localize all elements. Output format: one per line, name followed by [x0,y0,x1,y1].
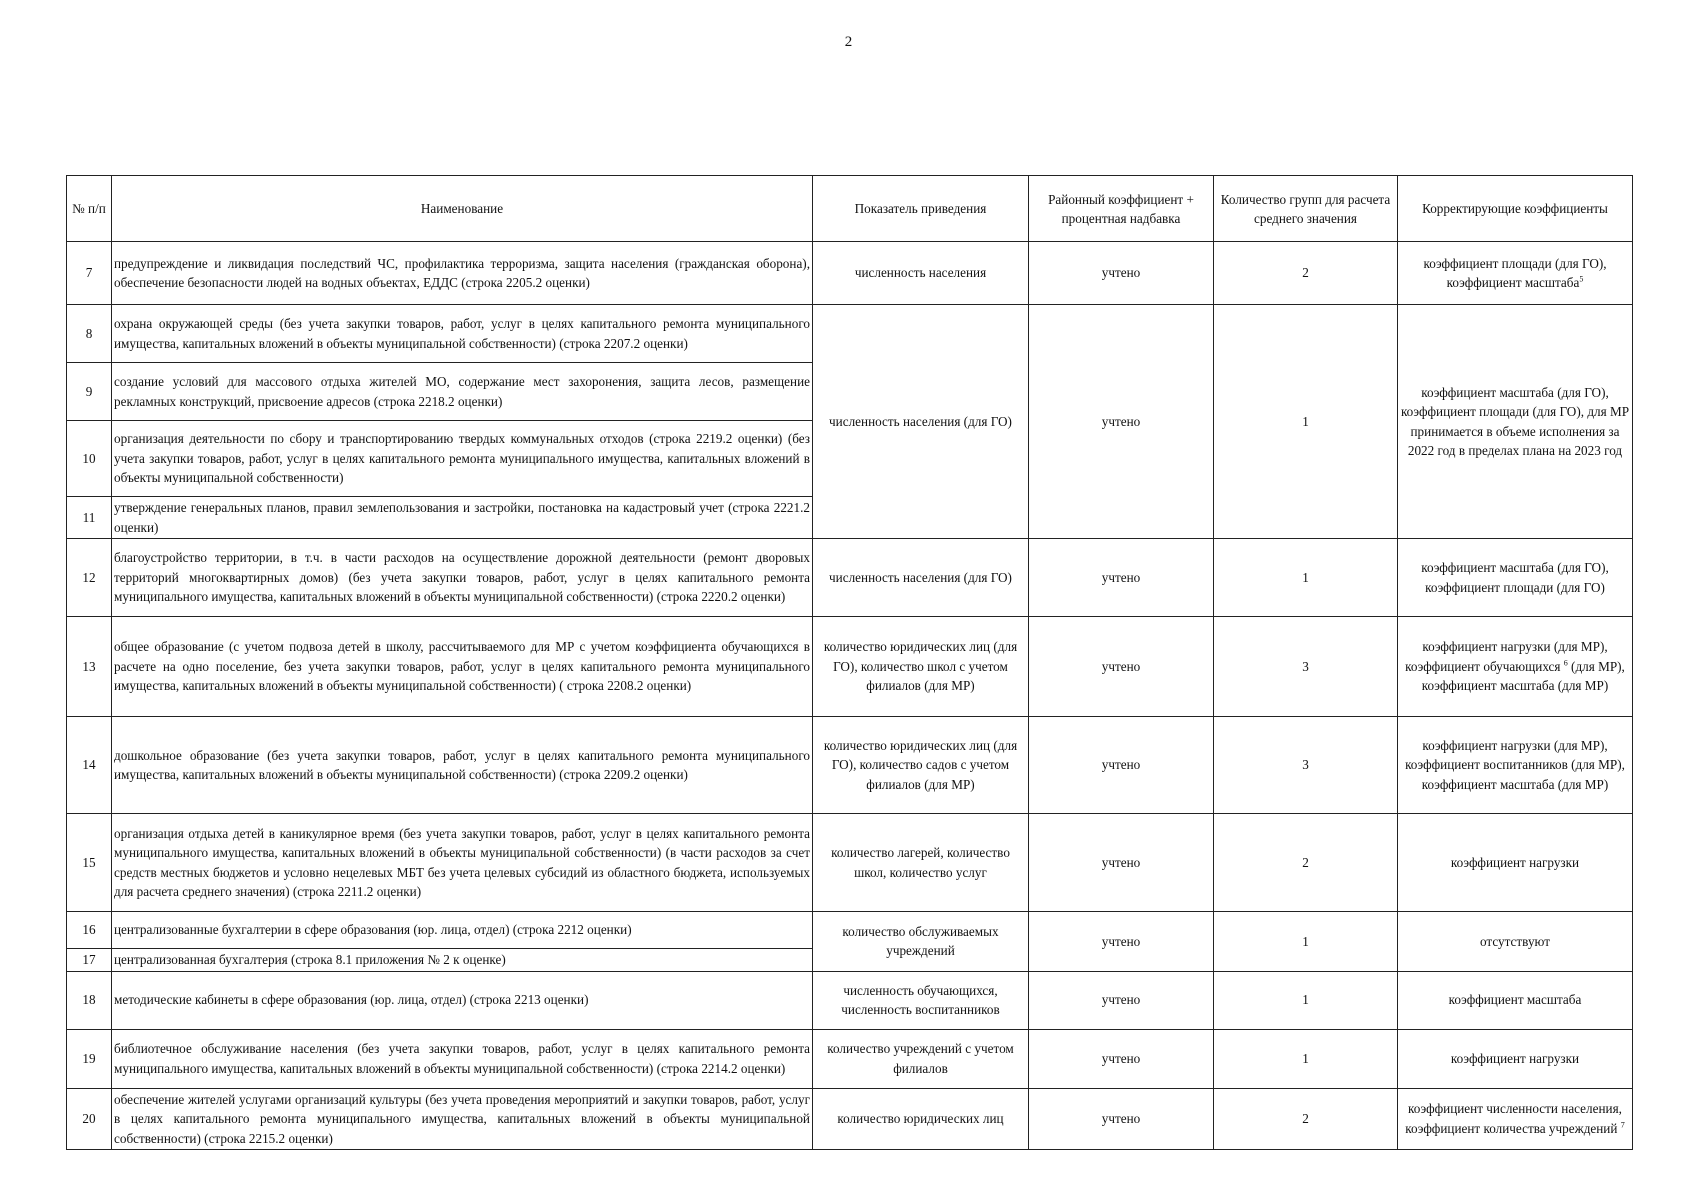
table-row [67,717,1633,814]
row-regional: учтено [1029,539,1214,617]
correction-text: коэффициент площади (для ГО), коэффициент масштаба [1423,255,1607,290]
row-correction [1398,242,1633,305]
table-row [67,912,1633,949]
table-row [67,305,1633,363]
row-num: 7 [67,242,112,305]
row-name: организация отдыха детей в каникулярное время (без учета закупки товаров, работ, услуг в целях капитального ремонта муниципального имущества, капитальных вложений в объекты муниципальной собственности) (в части расходов за счет средств местных бюджетов и условно нецелевых МБТ без учета целевых субсидий из областного бюджета, используемых для расчета среднего значения) (строка 2211.2 оценки) [112,814,813,912]
row-num: 18 [67,971,112,1029]
row-name: централизованная бухгалтерия (строка 8.1 приложения № 2 к оценке) [112,949,813,972]
row-name: обеспечение жителей услугами организаций культуры (без учета проведения мероприятий и закупки товаров, работ, услуг в целях капитального ремонта муниципального имущества, капитальных вложений в объекты муниципальной собственности) (строка 2215.2 оценки) [112,1088,813,1150]
row-num: 19 [67,1029,112,1088]
row-name: утверждение генеральных планов, правил землепользования и застройки, постановка на кадастровый учет (строка 2221.2 оценки) [112,497,813,539]
row-indicator: численность обучающихся, численность воспитанников [813,971,1029,1029]
row-correction: коэффициент нагрузки [1398,1029,1633,1088]
row-num: 11 [67,497,112,539]
row-indicator: количество обслуживаемых учреждений [813,912,1029,972]
row-groups: 2 [1214,1088,1398,1150]
row-indicator: количество лагерей, количество школ, количество услуг [813,814,1029,912]
row-name: централизованные бухгалтерии в сфере образования (юр. лица, отдел) (строка 2212 оценки) [112,912,813,949]
row-correction [1398,1088,1633,1150]
row-name: общее образование (с учетом подвоза детей в школу, рассчитываемого для МР с учетом коэффициента обучающихся в расчете на одно поселение, без учета закупки товаров, работ, услуг в целях капитального ремонта муниципального имущества, капитальных вложений в объекты муниципальной собственности) ( строка 2208.2 оценки) [112,617,813,717]
row-num: 15 [67,814,112,912]
row-regional: учтено [1029,717,1214,814]
row-regional: учтено [1029,1029,1214,1088]
row-name: организация деятельности по сбору и транспортированию твердых коммунальных отходов (строка 2219.2 оценки) (без учета закупки товаров, работ, услуг в целях капитального ремонта муниципального имущества, капитальных вложений в объекты муниципальной собственности) [112,421,813,497]
correction-text: коэффициент нагрузки (для МР), коэффициент обучающихся [1405,639,1608,674]
row-num: 13 [67,617,112,717]
row-groups: 2 [1214,814,1398,912]
row-correction: коэффициент нагрузки [1398,814,1633,912]
header-name: Наименование [112,176,813,242]
row-regional: учтено [1029,1088,1214,1150]
row-groups: 2 [1214,242,1398,305]
row-indicator: количество учреждений с учетом филиалов [813,1029,1029,1088]
header-groups: Количество групп для расчета среднего значения [1214,176,1398,242]
row-correction: коэффициент нагрузки (для МР), коэффициент воспитанников (для МР), коэффициент масштаба (для МР) [1398,717,1633,814]
table-row [67,814,1633,912]
row-num: 10 [67,421,112,497]
table-row [67,1088,1633,1150]
row-groups: 1 [1214,305,1398,539]
row-num: 9 [67,363,112,421]
row-num: 8 [67,305,112,363]
row-correction: коэффициент масштаба [1398,971,1633,1029]
header-regional: Районный коэффициент + процентная надбавка [1029,176,1214,242]
row-regional: учтено [1029,617,1214,717]
row-num: 16 [67,912,112,949]
row-num: 14 [67,717,112,814]
table-row [67,539,1633,617]
row-name: охрана окружающей среды (без учета закупки товаров, работ, услуг в целях капитального ремонта муниципального имущества, капитальных вложений в объекты муниципальной собственности) (строка 2207.2 оценки) [112,305,813,363]
row-regional: учтено [1029,971,1214,1029]
row-correction: коэффициент масштаба (для ГО), коэффициент площади (для ГО) [1398,539,1633,617]
row-correction: отсутствуют [1398,912,1633,972]
table-row [67,242,1633,305]
row-correction: коэффициент масштаба (для ГО), коэффициент площади (для ГО), для МР принимается в объеме исполнения за 2022 год в пределах плана на 2023 год [1398,305,1633,539]
row-name: методические кабинеты в сфере образования (юр. лица, отдел) (строка 2213 оценки) [112,971,813,1029]
row-groups: 3 [1214,617,1398,717]
row-indicator: количество юридических лиц (для ГО), количество школ с учетом филиалов (для МР) [813,617,1029,717]
correction-text: коэффициент численности населения, коэффициент количества учреждений [1405,1101,1622,1136]
row-regional: учтено [1029,814,1214,912]
row-name: дошкольное образование (без учета закупки товаров, работ, услуг в целях капитального ремонта муниципального имущества, капитальных вложений в объекты муниципальной собственности) (строка 2209.2 оценки) [112,717,813,814]
row-name: благоустройство территории, в т.ч. в части расходов на осуществление дорожной деятельности (ремонт дворовых территорий многоквартирных домов) (без учета закупки товаров, работ, услуг в целях капитального ремонта муниципального имущества, капитальных вложений в объекты муниципальной собственности) (строка 2220.2 оценки) [112,539,813,617]
row-num: 20 [67,1088,112,1150]
row-num: 12 [67,539,112,617]
row-groups: 1 [1214,539,1398,617]
row-num: 17 [67,949,112,972]
row-name: предупреждение и ликвидация последствий ЧС, профилактика терроризма, защита населения (гражданская оборона), обеспечение безопасности людей на водных объектах, ЕДДС (строка 2205.2 оценки) [112,242,813,305]
row-regional: учтено [1029,242,1214,305]
row-groups: 1 [1214,971,1398,1029]
row-indicator: численность населения [813,242,1029,305]
row-groups: 3 [1214,717,1398,814]
coefficients-table [66,175,1633,1150]
footnote-mark: 7 [1620,1120,1625,1130]
header-indicator: Показатель приведения [813,176,1029,242]
table-row [67,617,1633,717]
table-header-row [67,176,1633,242]
footnote-mark: 6 [1563,658,1568,668]
footnote-mark: 5 [1579,274,1584,284]
table-row [67,971,1633,1029]
row-name: библиотечное обслуживание населения (без учета закупки товаров, работ, услуг в целях капитального ремонта муниципального имущества, капитальных вложений в объекты муниципальной собственности) (строка 2214.2 оценки) [112,1029,813,1088]
row-correction [1398,617,1633,717]
page-number: 2 [844,34,853,50]
row-groups: 1 [1214,912,1398,972]
header-num: № п/п [67,176,112,242]
row-groups: 1 [1214,1029,1398,1088]
row-regional: учтено [1029,305,1214,539]
row-indicator: численность населения (для ГО) [813,539,1029,617]
row-indicator: численность населения (для ГО) [813,305,1029,539]
row-indicator: количество юридических лиц (для ГО), количество садов с учетом филиалов (для МР) [813,717,1029,814]
row-name: создание условий для массового отдыха жителей МО, содержание мест захоронения, защита лесов, размещение рекламных конструкций, присвоение адресов (строка 2218.2 оценки) [112,363,813,421]
table-row [67,1029,1633,1088]
row-indicator: количество юридических лиц [813,1088,1029,1150]
correction-text-cont: (для МР), коэффициент масштаба (для МР) [1421,658,1625,694]
row-regional: учтено [1029,912,1214,972]
header-correction: Корректирующие коэффициенты [1398,176,1633,242]
